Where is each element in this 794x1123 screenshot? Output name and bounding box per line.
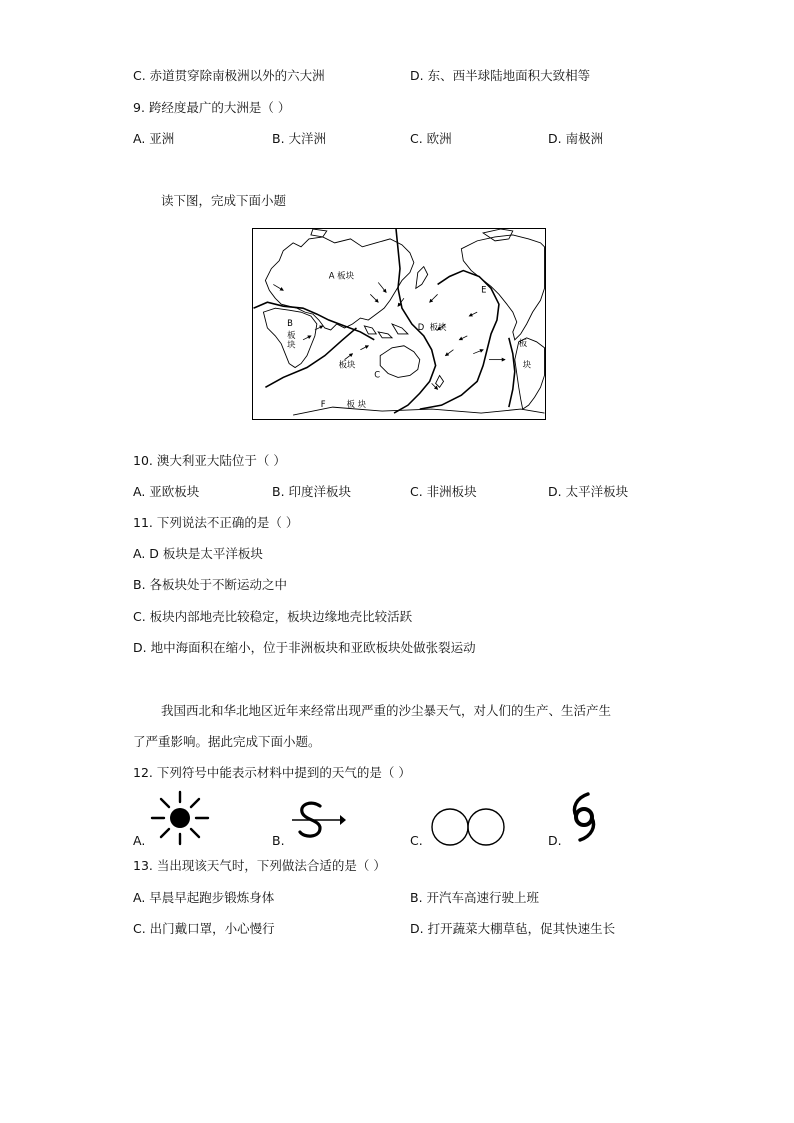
fog-icon xyxy=(430,806,510,848)
q13-stem: 13. 当出现该天气时，下列做法合适的是（ ） xyxy=(133,858,386,873)
map-label-a: A 板块 xyxy=(328,270,354,281)
map-label-c: C xyxy=(374,369,381,380)
map-label-f-block: 板 块 xyxy=(346,399,367,410)
q11-stem: 11. 下列说法不正确的是（ ） xyxy=(133,515,299,530)
south-america-coast xyxy=(515,338,545,409)
q10-option-c: C. 非洲板块 xyxy=(410,484,477,499)
q9-option-b: B. 大洋洲 xyxy=(272,131,327,146)
eurasia-coast xyxy=(265,237,413,330)
map-label-right-ban: 板 xyxy=(518,337,528,348)
q11-option-d: D. 地中海面积在缩小，位于非洲板块和亚欧板块处做张裂运动 xyxy=(133,640,476,655)
q10-option-d: D. 太平洋板块 xyxy=(548,484,629,499)
q13-option-b: B. 开汽车高速行驶上班 xyxy=(410,890,540,905)
q8-option-d: D. 东、西半球陆地面积大致相等 xyxy=(410,68,591,83)
q11-option-c: C. 板块内部地壳比较稳定，板块边缘地壳比较活跃 xyxy=(133,609,413,624)
q9-option-c: C. 欧洲 xyxy=(410,131,452,146)
q10-stem: 10. 澳大利亚大陆位于（ ） xyxy=(133,453,286,468)
sun-icon xyxy=(148,790,212,846)
q13-option-d: D. 打开蔬菜大棚草毡，促其快速生长 xyxy=(410,921,616,936)
q13-option-a: A. 早晨早起跑步锻炼身体 xyxy=(133,890,275,905)
q12-option-c-label: C. xyxy=(410,833,423,848)
plate-map-drawing xyxy=(253,229,545,419)
map-label-right-kuai: 块 xyxy=(522,359,532,370)
sandstorm-icon xyxy=(290,798,348,844)
map-label-e: E xyxy=(481,284,487,295)
map-label-b: B xyxy=(287,317,293,328)
map-label-d-block: 板块 xyxy=(429,321,447,332)
map-label-d: D xyxy=(417,321,425,332)
plate-map xyxy=(252,228,546,420)
q12-option-b-label: B. xyxy=(272,833,285,848)
q9-option-a: A. 亚洲 xyxy=(133,131,175,146)
intro-sandstorm-line2: 了严重影响。据此完成下面小题。 xyxy=(133,734,321,749)
plate-boundary-americas xyxy=(509,338,515,407)
q12-stem: 12. 下列符号中能表示材料中提到的天气的是（ ） xyxy=(133,765,411,780)
q11-option-a: A. D 板块是太平洋板块 xyxy=(133,546,263,561)
q9-option-d: D. 南极洲 xyxy=(548,131,604,146)
q10-option-a: A. 亚欧板块 xyxy=(133,484,200,499)
map-label-c-block: 板块 xyxy=(338,359,356,370)
q9-stem: 9. 跨经度最广的大洲是（ ） xyxy=(133,100,291,115)
q11-option-b: B. 各板块处于不断运动之中 xyxy=(133,577,288,592)
q12-option-a-label: A. xyxy=(133,833,146,848)
q8-option-c: C. 赤道贯穿除南极洲以外的六大洲 xyxy=(133,68,325,83)
map-label-b-kuai: 块 xyxy=(287,339,296,350)
q13-option-c: C. 出门戴口罩，小心慢行 xyxy=(133,921,275,936)
map-label-b-ban: 板 xyxy=(287,329,296,340)
intro-sandstorm-line1: 我国西北和华北地区近年来经常出现严重的沙尘暴天气，对人们的生产、生活产生 xyxy=(161,703,612,718)
intro-read-map: 读下图，完成下面小题 xyxy=(161,193,287,208)
typhoon-icon xyxy=(566,790,602,844)
plate-boundary-indo-australian xyxy=(265,328,356,387)
q12-option-d-label: D. xyxy=(548,833,562,848)
australia-coast xyxy=(380,346,420,378)
q10-option-b: B. 印度洋板块 xyxy=(272,484,352,499)
map-label-f: F xyxy=(320,399,326,410)
north-america-coast xyxy=(461,235,544,340)
